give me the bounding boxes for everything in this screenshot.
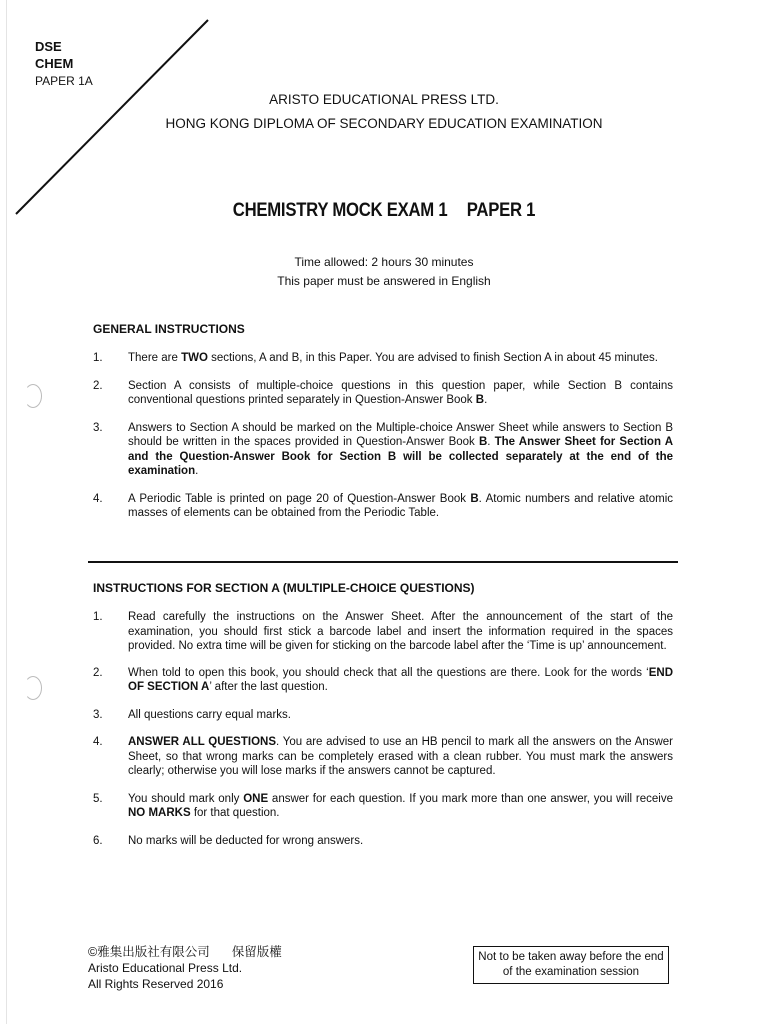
list-item: 2. Section A consists of multiple-choice questions in this question paper, while Section B contains conventional questions printed separately in Question-Answer Book B. (93, 379, 673, 406)
paper-code: PAPER 1A (35, 74, 93, 88)
exam-title: CHEMISTRY MOCK EXAM 1 (232, 200, 448, 221)
list-item: 4. A Periodic Table is printed on page 20 of Question-Answer Book B. Atomic numbers and relative atomic masses of elements can be obtained from the Periodic Table. (93, 492, 673, 519)
notice-text: Not to be taken away before the end of the examination session (478, 951, 664, 978)
general-instructions-list (93, 351, 673, 521)
section-divider (88, 561, 678, 563)
list-item: 5. You should mark only ONE answer for each question. If you mark more than one answer, you will receive NO MARKS for that question. (93, 792, 673, 819)
subject-code-line2: CHEM (35, 56, 74, 71)
list-item: 2. When told to open this book, you should check that all the questions are there. Look for the words ‘END OF SECTION A’ after the last question. (93, 666, 673, 693)
corner-diagonal-line (0, 0, 230, 230)
punch-hole-mark (24, 384, 42, 408)
general-instructions-heading: GENERAL INSTRUCTIONS (93, 322, 245, 336)
section-a-instructions-list (93, 610, 673, 848)
list-item: 3. All questions carry equal marks. (93, 708, 291, 721)
paper-title: PAPER 1 (466, 200, 536, 221)
list-item: 3. Answers to Section A should be marked on the Multiple-choice Answer Sheet while answers to Section B should be written in the spaces provided in Question-Answer Book B. The Answer Sheet for Section A and the Question-Answer Book for Section B will be collected separately at the end of the examination. (93, 421, 673, 477)
take-away-notice (473, 946, 669, 984)
exam-name: HONG KONG DIPLOMA OF SECONDARY EDUCATION EXAMINATION (165, 116, 603, 131)
list-item: 1. There are TWO sections, A and B, in this Paper. You are advised to finish Section A in about 45 minutes. (93, 352, 658, 364)
copyright-block (88, 944, 282, 992)
punch-hole-mark (24, 676, 42, 700)
copyright-chinese: ©雅集出版社有限公司 (88, 945, 210, 959)
rights-english: All Rights Reserved 2016 (88, 977, 224, 991)
subject-code-line1: DSE (35, 39, 62, 54)
publisher-name: ARISTO EDUCATIONAL PRESS LTD. (269, 92, 499, 107)
list-item: 6. No marks will be deducted for wrong answers. (93, 834, 364, 847)
list-item: 4. ANSWER ALL QUESTIONS. You are advised to use an HB pencil to mark all the answers on the Answer Sheet, so that wrong marks can be completely erased with a clean rubber. You must mark the answers clearly; otherwise you will lose marks if the answers cannot be captured. (93, 736, 674, 777)
page-title (46, 200, 722, 222)
publisher-english: Aristo Educational Press Ltd. (88, 961, 243, 975)
time-allowed: Time allowed: 2 hours 30 minutes (294, 255, 474, 269)
language-note: This paper must be answered in English (277, 274, 491, 288)
list-item: 1. Read carefully the instructions on the Answer Sheet. After the announcement of the start of the examination, you should first stick a barcode label and insert the information required in the spaces provided. No extra time will be given for sticking on the barcode label after the ‘Time is up’ announcement. (93, 611, 673, 652)
section-a-heading: INSTRUCTIONS FOR SECTION A (MULTIPLE-CHOICE QUESTIONS) (93, 581, 475, 595)
rights-chinese: 保留版權 (231, 945, 282, 959)
